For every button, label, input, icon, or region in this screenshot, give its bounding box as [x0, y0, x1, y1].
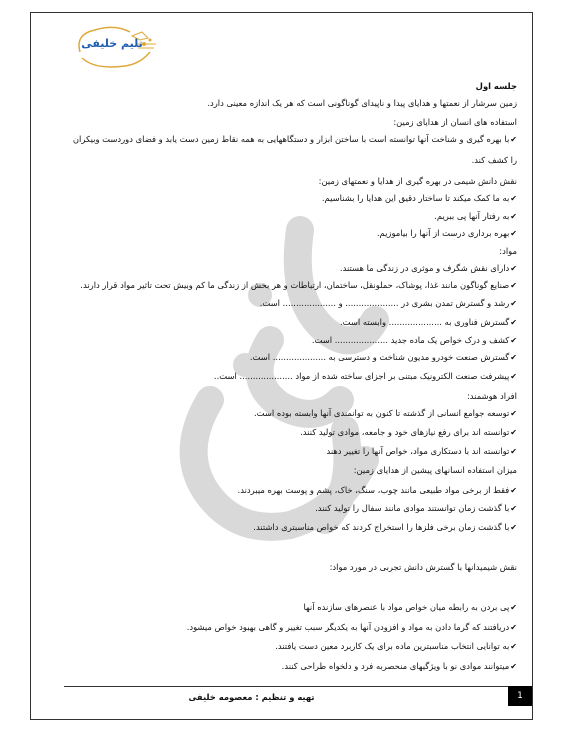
checklist-item — [322, 194, 517, 203]
text-line — [393, 118, 517, 126]
text-line — [354, 466, 517, 474]
text-line — [330, 563, 517, 571]
checkmark-icon: ✔ — [510, 212, 517, 221]
line-text: زمین سرشار از نعمتها و هدایای پیدا و ناپیدای گوناگونی است که هر یک اندازه معینی دارد. — [207, 98, 517, 108]
text-line — [319, 177, 517, 185]
checklist-item — [303, 603, 517, 612]
line-text: توسعه جوامع انسانی از گذشته تا کنون به توانمندی آنها وابسته بوده است. — [253, 408, 510, 418]
line-text: افراد هوشمند: — [466, 391, 517, 401]
checkmark-icon: ✔ — [510, 662, 517, 671]
line-text: میتوانند موادی نو با ویژگیهای منحصربه فرد و دلخواه طراحی کنند. — [281, 661, 510, 671]
line-text: گسترش صنعت خودرو مدیون شناخت و دسترسی به .................... است. — [249, 352, 510, 362]
checklist-item — [340, 264, 517, 273]
line-text: پیشرفت صنعت الکترونیک مبتنی بر اجزای ساخته شده از مواد .................... است.. — [213, 371, 510, 381]
checklist-item — [315, 504, 517, 513]
text-line — [467, 392, 517, 400]
line-text: به ما کمک میکند تا ساختار دقیق این هدایا را بشناسیم. — [321, 193, 510, 203]
text-line — [472, 156, 517, 164]
checklist-item — [377, 229, 517, 238]
checklist-item — [300, 428, 517, 437]
checklist-item — [253, 523, 517, 532]
line-text: به توانایی انتخاب مناسبترین ماده برای یک کاربرد معین دست یافتند. — [275, 641, 510, 651]
checkmark-icon: ✔ — [510, 603, 517, 612]
checklist-item — [434, 212, 517, 221]
checklist-item — [73, 135, 517, 144]
checklist-item — [275, 642, 517, 651]
checklist-item — [250, 353, 517, 362]
line-text: دارای نقش شگرف و موثری در زندگی ما هستند. — [339, 263, 510, 273]
checkmark-icon: ✔ — [510, 428, 517, 437]
line-text: با گذشت زمان برخی فلزها را استخراج کردند که خواص مناسبتری داشتند. — [253, 522, 510, 532]
checkmark-icon: ✔ — [510, 372, 517, 381]
checklist-item — [187, 623, 517, 632]
logo-text: تلیم خلیفی — [81, 37, 143, 50]
line-text: صنایع گوناگون مانند غذا، پوشاک، حملونقل، ساختمان، ارتباطات و هر بخش از زندگی ما کم وبیش تحت تاثیر مواد قرار دارند. — [80, 280, 510, 290]
checkmark-icon: ✔ — [510, 336, 517, 345]
checkmark-icon: ✔ — [510, 318, 517, 327]
line-text: استفاده های انسان از هدایای زمین: — [393, 117, 517, 127]
line-text: مواد: — [499, 246, 517, 256]
line-text: پی بردن به رابطه میان خواص مواد با عنصرهای سازنده آنها — [303, 602, 510, 612]
checkmark-icon: ✔ — [510, 229, 517, 238]
footer-divider — [64, 686, 509, 687]
page-number: 1 — [508, 686, 532, 706]
checkmark-icon: ✔ — [510, 486, 517, 495]
line-text: فقط از برخی مواد طبیعی مانند چوب، سنگ، خاک، پشم و پوست بهره میبردند. — [237, 485, 510, 495]
line-text: گسترش فناوری به .................... وابسته است. — [339, 317, 510, 327]
checkmark-icon: ✔ — [510, 264, 517, 273]
line-text: را کشف کند. — [471, 155, 517, 165]
checkmark-icon: ✔ — [510, 194, 517, 203]
checklist-item — [214, 372, 517, 381]
line-text: با بهره گیری و شناخت آنها توانسته است با ساختن ابزار و دستگاههایی به همه نقاط زمین دست یابد و فضای دوردست وبیکران — [72, 134, 510, 144]
checklist-item — [326, 447, 517, 456]
line-text: توانسته اند برای رفع نیازهای خود و جامعه، موادی تولید کنند. — [300, 427, 510, 437]
checklist-item — [282, 662, 517, 671]
line-text: به رفتار آنها پی ببریم. — [434, 211, 510, 221]
checkmark-icon: ✔ — [510, 281, 517, 290]
checkmark-icon: ✔ — [510, 299, 517, 308]
line-text: با گذشت زمان توانستند موادی مانند سفال را تولید کنند. — [315, 503, 510, 513]
line-text: رشد و گسترش تمدن بشری در .................... و .................... است. — [259, 298, 510, 308]
line-text: جلسه اول — [475, 81, 517, 91]
line-text: دریافتند که گرما دادن به مواد و افزودن آنها به یکدیگر سبب تغییر و گاهی بهبود خواص میشود. — [186, 622, 510, 632]
line-text: کشف و درک خواص یک ماده جدید .................... است. — [311, 335, 510, 345]
checkmark-icon: ✔ — [510, 353, 517, 362]
checklist-item — [238, 486, 517, 495]
checklist-item — [340, 318, 517, 327]
checkmark-icon: ✔ — [510, 642, 517, 651]
checkmark-icon: ✔ — [510, 135, 517, 144]
checkmark-icon: ✔ — [510, 623, 517, 632]
footer-credit: تهیه و تنظیم : معصومه خلیفی — [188, 692, 315, 702]
text-line — [207, 99, 517, 107]
line-text: نقش دانش شیمی در بهره گیری از هدایا و نعمتهای زمین: — [318, 176, 517, 186]
checklist-item — [80, 281, 517, 290]
line-text: میزان استفاده انسانهای پیشین از هدایای زمین: — [353, 465, 517, 475]
checkmark-icon: ✔ — [510, 523, 517, 532]
watermark-text: خلیفی — [150, 190, 153, 191]
line-text: توانسته اند با دستکاری مواد، خواص آنها را تغییر دهند — [326, 446, 510, 456]
line-text: نقش شیمیدانها با گسترش دانش تجربی در مورد مواد: — [329, 562, 517, 572]
checklist-item — [260, 299, 517, 308]
text-line — [476, 82, 517, 90]
checkmark-icon: ✔ — [510, 447, 517, 456]
text-line — [499, 247, 517, 255]
logo — [70, 22, 160, 74]
line-text: بهره برداری درست از آنها را بیاموزیم. — [376, 228, 510, 238]
checklist-item — [312, 336, 517, 345]
checkmark-icon: ✔ — [510, 409, 517, 418]
checklist-item — [254, 409, 517, 418]
checkmark-icon: ✔ — [510, 504, 517, 513]
